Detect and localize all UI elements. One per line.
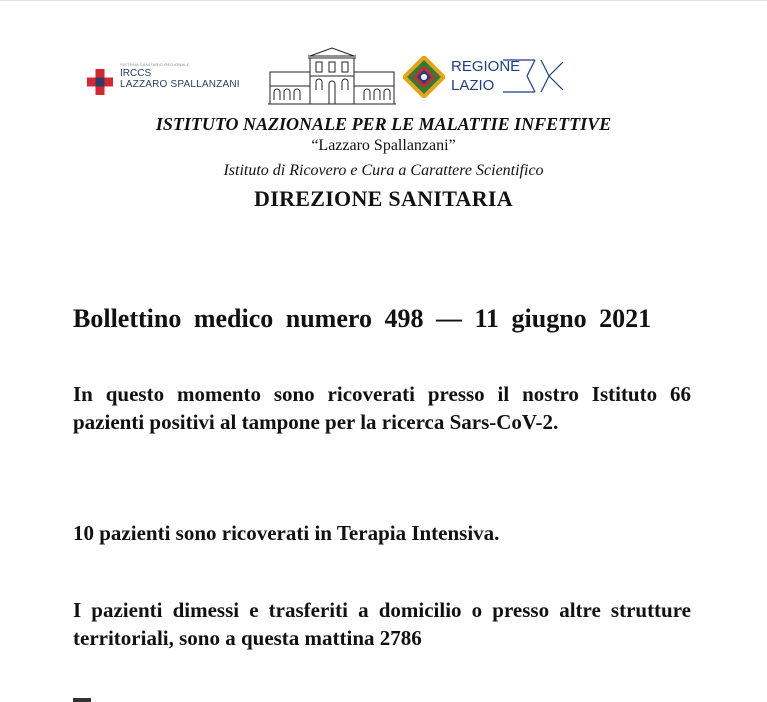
cut-off-text-mark <box>73 698 91 702</box>
bulletin-paragraph-intensive-care: 10 pazienti sono ricoverati in Terapia Intensiva. <box>73 521 500 545</box>
lazio-logo-line2: LAZIO <box>451 77 495 94</box>
lazio-chevron-icon <box>503 54 563 100</box>
red-cross-icon <box>86 68 114 96</box>
top-border <box>0 0 767 1</box>
irccs-spallanzani-logo <box>86 62 256 98</box>
lazio-emblem-icon <box>403 56 445 98</box>
regione-lazio-logo <box>403 54 563 100</box>
irccs-logo-small-text: SISTEMA SANITARIO REGIONALE <box>120 62 190 67</box>
institute-subtitle: Istituto di Ricovero e Cura a Carattere Scientifico <box>223 162 544 179</box>
building-icon <box>268 46 396 106</box>
irccs-logo-line2: LAZZARO SPALLANZANI <box>120 79 240 90</box>
bulletin-paragraph-discharged: I pazienti dimessi e trasferiti a domicilio o presso altre strutture territoriali, sono a questa mattina 2786 <box>73 598 691 650</box>
institute-named-after: “Lazzaro Spallanzani” <box>311 137 456 154</box>
department-heading: DIREZIONE SANITARIA <box>254 186 513 211</box>
bulletin-paragraph-hospitalized: In questo momento sono ricoverati presso il nostro Istituto 66 pazienti positivi al tampone per la ricerca Sars-CoV-2. <box>73 382 691 434</box>
lazio-logo-line1: REGIONE <box>451 58 521 75</box>
irccs-logo-line1: IRCCS <box>120 68 152 79</box>
bulletin-title: Bollettino medico numero 498 — 11 giugno 2021 <box>73 304 652 333</box>
institute-name: ISTITUTO NAZIONALE PER LE MALATTIE INFETTIVE <box>155 114 612 134</box>
